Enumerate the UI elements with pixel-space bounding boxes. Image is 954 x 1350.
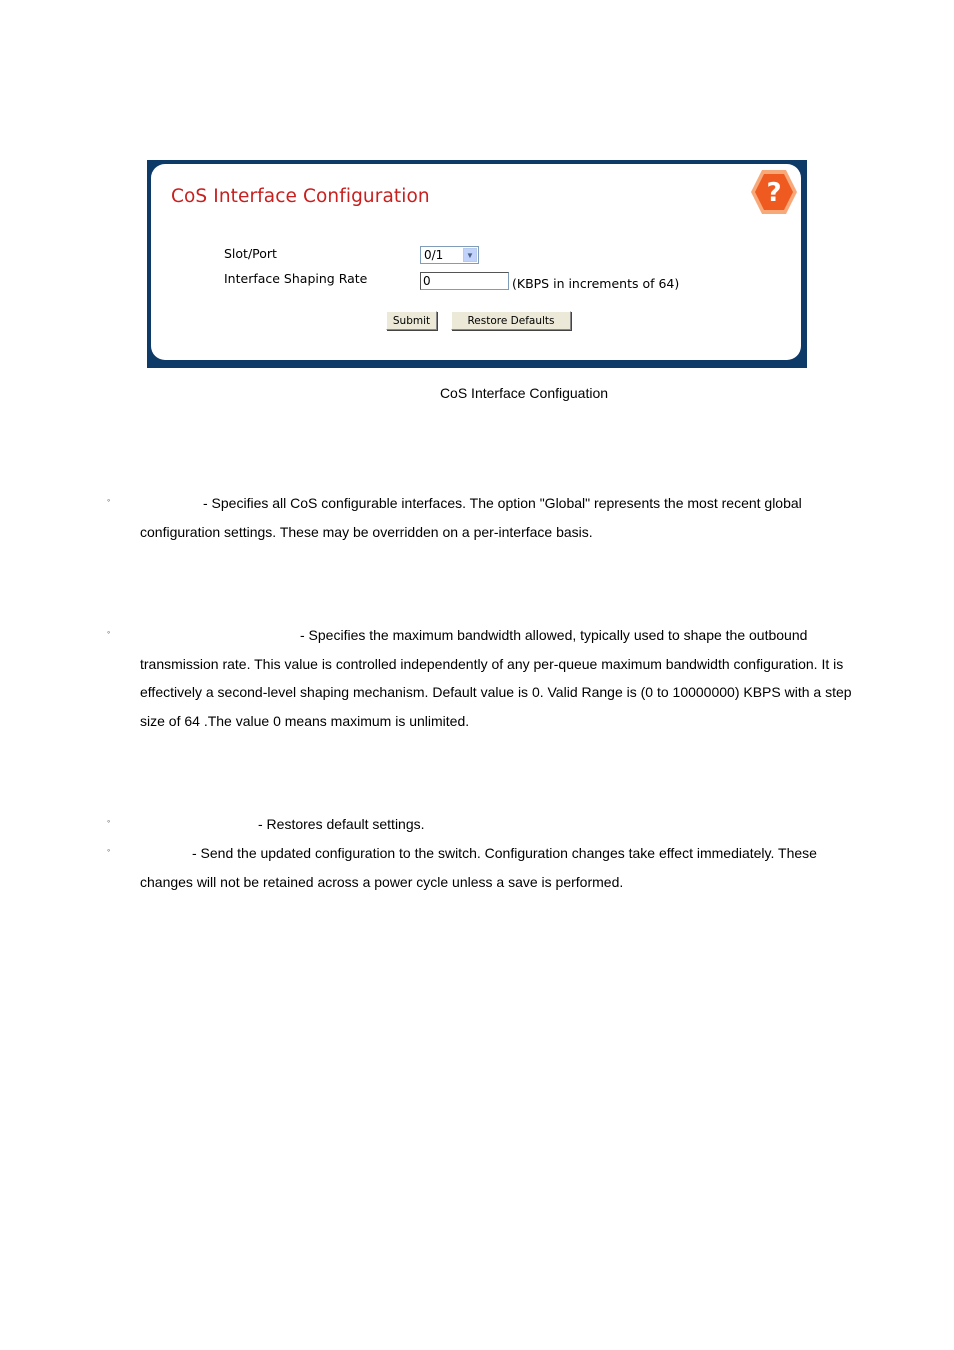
shaping-rate-label: Interface Shaping Rate bbox=[224, 271, 368, 286]
slot-port-label: Slot/Port bbox=[224, 246, 277, 261]
svg-text:?: ? bbox=[766, 178, 782, 208]
chevron-down-icon[interactable]: ▼ bbox=[463, 248, 477, 262]
slot-port-select[interactable] bbox=[420, 246, 479, 264]
shaping-rate-input[interactable] bbox=[420, 272, 509, 290]
description-line: effectively a second-level shaping mechanism. Default value is 0. Valid Range is (0 to 10000000) KBPS with a step bbox=[140, 684, 852, 700]
description-line: - Send the updated configuration to the switch. Configuration changes take effect immediately. These bbox=[192, 845, 817, 861]
slot-port-description bbox=[140, 489, 880, 546]
slot-port-value: 0/1 bbox=[424, 248, 444, 262]
bullet-marker: ◦ bbox=[107, 816, 111, 826]
panel-title: CoS Interface Configuration bbox=[171, 186, 430, 207]
submit-description bbox=[140, 839, 880, 896]
submit-button[interactable]: Submit bbox=[386, 311, 437, 330]
bullet-marker: ◦ bbox=[107, 845, 111, 855]
shaping-rate-hint: (KBPS in increments of 64) bbox=[512, 276, 680, 291]
description-line: changes will not be retained across a power cycle unless a save is performed. bbox=[140, 873, 624, 890]
restore-defaults-description bbox=[140, 810, 880, 839]
bullet-marker: ◦ bbox=[107, 495, 111, 505]
description-line: configuration settings. These may be overridden on a per-interface basis. bbox=[140, 523, 593, 540]
bullet-marker: ◦ bbox=[107, 627, 111, 637]
description-line: size of 64 .The value 0 means maximum is unlimited. bbox=[140, 712, 470, 729]
question-mark-icon[interactable] bbox=[749, 168, 799, 216]
description-line: transmission rate. This value is controlled independently of any per-queue maximum bandwidth configuration. It is bbox=[140, 655, 844, 672]
description-line: - Restores default settings. bbox=[258, 816, 425, 832]
shaping-rate-value: 0 bbox=[423, 274, 431, 288]
config-screenshot bbox=[147, 160, 807, 368]
config-panel bbox=[151, 164, 801, 360]
description-line: - Specifies the maximum bandwidth allowed, typically used to shape the outbound bbox=[300, 627, 808, 643]
description-line: - Specifies all CoS configurable interfaces. The option "Global" represents the most recent global bbox=[203, 495, 802, 511]
restore-defaults-button[interactable]: Restore Defaults bbox=[451, 311, 571, 330]
figure-caption: CoS Interface Configuation bbox=[439, 385, 609, 401]
shaping-rate-description bbox=[140, 621, 880, 735]
